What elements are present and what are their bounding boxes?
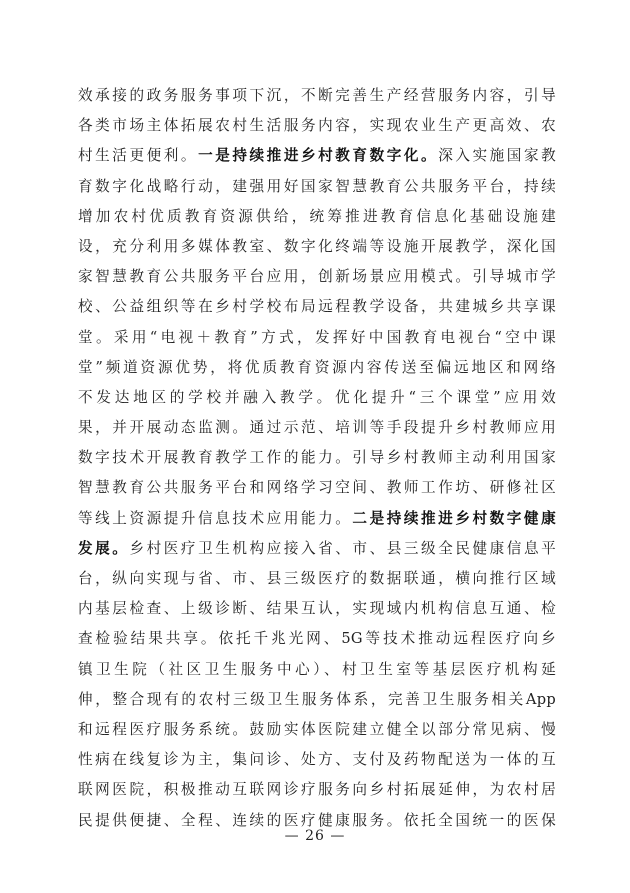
text-line — [78, 202, 556, 232]
text-line — [78, 655, 556, 685]
text-segment: 镇卫生院（社区卫生服务中心）、村卫生室等基层医疗机构延 — [78, 660, 556, 678]
text-line — [78, 534, 556, 564]
text-segment: 内基层检查、上级诊断、结果互认，实现域内机构信息互通、检 — [78, 600, 556, 618]
text-segment: 联网医院，积极推动互联网诊疗服务向乡村拓展延伸，为农村居 — [78, 781, 556, 799]
text-line — [78, 564, 556, 594]
text-line — [78, 775, 556, 805]
text-segment: 效承接的政务服务事项下沉，不断完善生产经营服务内容，引导 — [78, 87, 556, 104]
text-line — [78, 292, 556, 322]
text-line — [78, 141, 556, 171]
text-segment: 不发达地区的学校并融入教学。优化提升“三个课堂”应用效 — [78, 388, 556, 406]
text-line — [78, 111, 556, 141]
text-segment: 民提供便捷、全程、连续的医疗健康服务。依托全国统一的医保 — [78, 811, 556, 829]
text-segment: 村生活更便利。 — [78, 147, 199, 165]
text-segment: 和远程医疗服务系统。鼓励实体医院建立健全以部分常见病、慢 — [78, 720, 556, 738]
bold-heading-segment: 发展。 — [78, 539, 130, 557]
text-segment: 智慧教育公共服务平台和网络学习空间、教师工作坊、研修社区 — [78, 479, 556, 497]
text-segment: 数字技术开展教育教学工作的能力。引导乡村教师主动利用国家 — [78, 449, 556, 467]
text-segment: 校、公益组织等在乡村学校布局远程教学设备，共建城乡共享课 — [78, 298, 556, 316]
text-segment: 家智慧教育公共服务平台应用，创新场景应用模式。引导城市学 — [78, 268, 556, 286]
text-segment: 设，充分利用多媒体教室、数字化终端等设施开展教学，深化国 — [78, 237, 556, 255]
text-line — [78, 504, 556, 534]
text-line — [78, 594, 556, 624]
text-segment: 堂。采用“电视＋教育”方式，发挥好中国教育电视台“空中课 — [78, 328, 556, 346]
text-segment: 乡村医疗卫生机构应接入省、市、县三级全民健康信息平 — [129, 539, 556, 557]
text-line — [78, 715, 556, 745]
text-line — [78, 383, 556, 413]
text-line — [78, 413, 556, 443]
bold-heading-segment: 二是持续推进乡村数字健康 — [352, 509, 556, 527]
text-segment: 台，纵向实现与省、市、县三级医疗的数据联通，横向推行区域 — [78, 570, 556, 587]
text-segment: 各类市场主体拓展农村生活服务内容，实现农业生产更高效、农 — [78, 117, 556, 135]
text-segment: 育数字化战略行动，建强用好国家智慧教育公共服务平台，持续 — [78, 177, 556, 195]
text-segment: 查检验结果共享。依托千兆光网、5G等技术推动远程医疗向乡 — [78, 630, 556, 648]
bold-heading-segment: 一是持续推进乡村教育数字化。 — [198, 147, 439, 165]
text-line — [78, 262, 556, 292]
text-segment: 性病在线复诊为主，集问诊、处方、支付及药物配送为一体的互 — [78, 751, 556, 769]
text-line — [78, 232, 556, 262]
text-segment: 伸，整合现有的农村三级卫生服务体系，完善卫生服务相关App — [78, 690, 556, 708]
text-segment: 堂”频道资源优势，将优质教育资源内容传送至偏远地区和网络 — [78, 358, 556, 376]
body-text — [78, 81, 556, 836]
text-segment: 果，并开展动态监测。通过示范、培训等手段提升乡村教师应用 — [78, 419, 556, 437]
text-line — [78, 353, 556, 383]
page-number: — 26 — — [284, 828, 346, 844]
text-line — [78, 624, 556, 654]
text-segment: 深入实施国家教 — [438, 147, 556, 165]
text-line — [78, 172, 556, 202]
text-line — [78, 745, 556, 775]
text-line — [78, 323, 556, 353]
text-line — [78, 685, 556, 715]
text-segment: 等线上资源提升信息技术应用能力。 — [78, 509, 353, 527]
text-line — [78, 473, 556, 503]
text-segment: 增加农村优质教育资源供给，统筹推进教育信息化基础设施建 — [78, 207, 556, 225]
text-line — [78, 81, 556, 111]
text-line — [78, 443, 556, 473]
